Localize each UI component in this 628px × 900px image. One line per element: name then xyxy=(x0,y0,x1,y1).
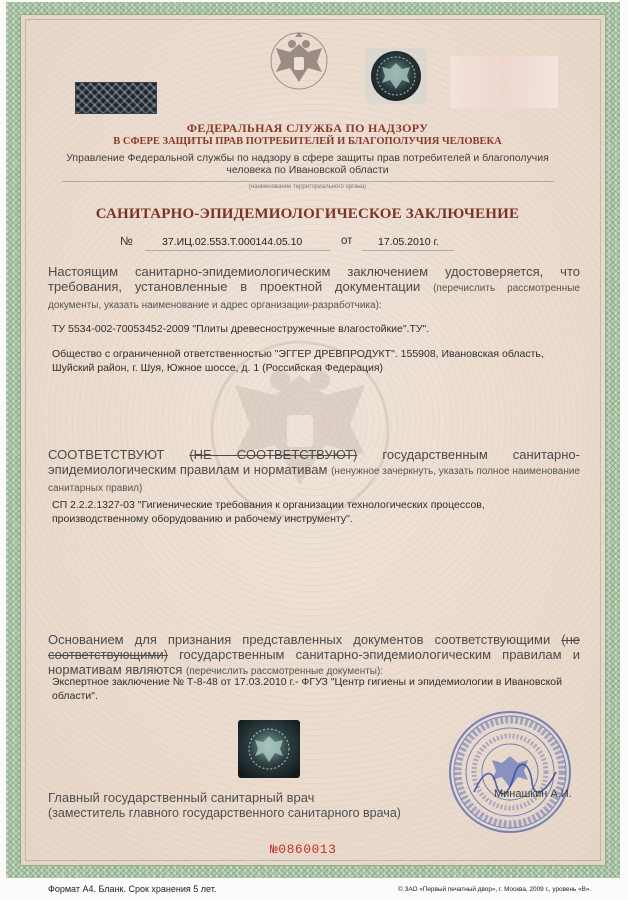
footer-format-note: Формат А4. Бланк. Срок хранения 5 лет. xyxy=(48,884,217,894)
number-underline xyxy=(145,250,330,251)
intro-paragraph xyxy=(48,264,580,313)
hologram-seal-icon xyxy=(238,720,300,778)
department-caption: (наименование территориального органа) xyxy=(248,184,367,190)
department-underline xyxy=(62,181,554,182)
security-sticker-icon xyxy=(75,82,157,114)
signatory-title: Главный государственный санитарный врач xyxy=(48,790,315,805)
conformity-paragraph xyxy=(48,447,580,496)
conformity-hint: (ненужное зачеркнуть, указать полное наименование санитарных правил) xyxy=(48,466,580,494)
expert-opinion: Экспертное заключение № Т-8-48 от 17.03.2010 г.- ФГУЗ "Центр гигиены и эпидемиологии в Ивановской области". xyxy=(52,676,562,702)
document-date: 17.05.2010 г. xyxy=(378,236,439,248)
document-number: 37.ИЦ.02.553.Т.000144.05.10 xyxy=(162,236,303,248)
conformity-struck-status: (НЕ СООТВЕТСТВУЮТ) xyxy=(189,447,358,462)
basis-text-end: государственным санитарно-эпидемиологическим правилам и нормативам являются xyxy=(48,647,580,677)
date-underline xyxy=(362,250,454,251)
date-label: от xyxy=(341,235,353,247)
number-label: № xyxy=(120,234,133,248)
footer-printer-note: © ЗАО «Первый печатный двор», г. Москва, 2009 г., уровень «В». xyxy=(398,886,592,893)
agency-name-line2: В СФЕРЕ ЗАЩИТЫ ПРАВ ПОТРЕБИТЕЛЕЙ И БЛАГОПОЛУЧИЯ ЧЕЛОВЕКА xyxy=(113,136,502,147)
document-title: САНИТАРНО-ЭПИДЕМИОЛОГИЧЕСКОЕ ЗАКЛЮЧЕНИЕ xyxy=(95,206,520,222)
signatory-subtitle: (заместитель главного государственного санитарного врача) xyxy=(48,806,401,820)
basis-struck: (не соответствующими) xyxy=(48,632,580,662)
conformity-status: СООТВЕТСТВУЮТ xyxy=(48,447,165,462)
sanitary-rules: СП 2.2.2.1327-03 "Гигиенические требования к организации технологических процессов, производственному оборудованию и рабочему инструменту". xyxy=(52,499,485,525)
reviewed-document: ТУ 5534-002-70053452-2009 "Плиты древесностружечные влагостойкие".ТУ". xyxy=(52,323,430,335)
department-line1: Управление Федеральной службы по надзору в сфере защиты прав потребителей и благополучия xyxy=(66,152,549,164)
developer-organization: Общество с ограниченной ответственностью "ЭГГЕР ДРЕВПРОДУКТ". 155908, Ивановская область, Шуйский район, г. Шуя, Южное шоссе, д. 1 (Российская Федерация) xyxy=(52,348,544,374)
conformity-text: государственным санитарно-эпидемиологическим правилам и нормативам xyxy=(48,447,580,477)
basis-text-start: Основанием для признания представленных документов соответствующими xyxy=(48,632,551,647)
serial-number: №0860013 xyxy=(270,842,337,857)
basis-paragraph xyxy=(48,632,580,679)
intro-text: Настоящим санитарно-эпидемиологическим заключением удостоверяется, что требования, установленные в проектной документации xyxy=(48,264,580,294)
signatory-name: Минашкин А.И. xyxy=(494,788,572,800)
hologram-seal-icon xyxy=(365,48,427,104)
basis-hint: (перечислить рассмотренные документы): xyxy=(186,666,384,677)
coat-of-arms-icon xyxy=(268,28,330,90)
department-line2: человека по Ивановской области xyxy=(226,164,389,176)
agency-name-line1: ФЕДЕРАЛЬНАЯ СЛУЖБА ПО НАДЗОРУ xyxy=(186,121,429,135)
faded-security-label xyxy=(450,56,558,108)
intro-hint: (перечислить рассмотренные документы, указать наименование и адрес организации-разработчика): xyxy=(48,283,580,311)
